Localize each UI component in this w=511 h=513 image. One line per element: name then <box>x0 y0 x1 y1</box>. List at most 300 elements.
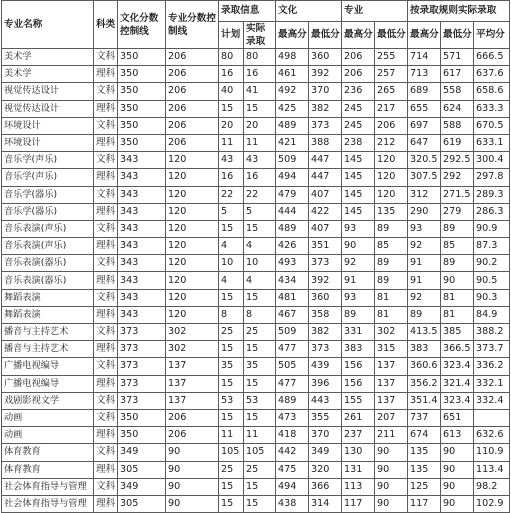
cell-plan: 35 <box>219 358 244 375</box>
cell-rule-min: 90 <box>441 272 474 289</box>
cell-culture-max: 494 <box>276 478 309 495</box>
cell-profession-control: 120 <box>166 220 219 237</box>
cell-profession-min: 257 <box>375 66 408 83</box>
table-row <box>2 100 510 117</box>
cell-profession-control: 206 <box>166 134 219 151</box>
cell-culture-min: 439 <box>309 358 342 375</box>
cell-profession-control: 206 <box>166 117 219 134</box>
cell-subject: 理科 <box>94 375 118 392</box>
cell-culture-min: 396 <box>309 375 342 392</box>
cell-actual: 16 <box>244 169 276 186</box>
cell-profession-min: 137 <box>375 392 408 409</box>
header-actual: 实际录取 <box>244 22 276 49</box>
cell-profession-max: 117 <box>342 495 375 512</box>
cell-major: 舞蹈表演 <box>2 306 94 323</box>
cell-profession-min: 302 <box>375 324 408 341</box>
table-row <box>2 255 510 272</box>
cell-culture-min: 407 <box>309 186 342 203</box>
cell-culture-control: 350 <box>118 100 166 117</box>
cell-rule-avg: 90.9 <box>474 220 510 237</box>
cell-plan: 16 <box>219 169 244 186</box>
table-row <box>2 392 510 409</box>
cell-rule-min: 366.5 <box>441 341 474 358</box>
cell-plan: 4 <box>219 238 244 255</box>
table-row <box>2 203 510 220</box>
cell-rule-min: 617 <box>441 66 474 83</box>
cell-subject: 理科 <box>94 495 118 512</box>
cell-culture-max: 509 <box>276 324 309 341</box>
cell-culture-control: 350 <box>118 427 166 444</box>
cell-profession-min: 89 <box>375 272 408 289</box>
cell-rule-min: 85 <box>441 238 474 255</box>
cell-profession-max: 245 <box>342 117 375 134</box>
cell-culture-max: 498 <box>276 49 309 66</box>
cell-culture-min: 392 <box>309 272 342 289</box>
cell-culture-min: 370 <box>309 427 342 444</box>
cell-rule-max: 714 <box>408 49 441 66</box>
cell-culture-min: 366 <box>309 478 342 495</box>
cell-major: 音乐学(器乐) <box>2 203 94 220</box>
cell-rule-avg: 286.3 <box>474 203 510 220</box>
cell-major: 视觉传达设计 <box>2 100 94 117</box>
cell-actual: 105 <box>244 444 276 461</box>
table-row <box>2 117 510 134</box>
cell-actual: 4 <box>244 238 276 255</box>
table-row <box>2 341 510 358</box>
cell-rule-avg: 373.7 <box>474 341 510 358</box>
cell-profession-control: 206 <box>166 100 219 117</box>
cell-culture-max: 489 <box>276 117 309 134</box>
cell-major: 舞蹈表演 <box>2 289 94 306</box>
cell-culture-control: 350 <box>118 117 166 134</box>
header-rule-min: 最低分 <box>441 22 474 49</box>
cell-major: 环境设计 <box>2 134 94 151</box>
header-major: 专业名称 <box>2 1 94 49</box>
cell-profession-min: 206 <box>375 117 408 134</box>
cell-culture-control: 373 <box>118 375 166 392</box>
cell-profession-control: 206 <box>166 49 219 66</box>
cell-culture-min: 447 <box>309 169 342 186</box>
cell-culture-max: 509 <box>276 152 309 169</box>
cell-profession-min: 212 <box>375 134 408 151</box>
cell-culture-max: 467 <box>276 306 309 323</box>
cell-major: 播音与主持艺术 <box>2 341 94 358</box>
cell-profession-control: 90 <box>166 495 219 512</box>
cell-subject: 文科 <box>94 152 118 169</box>
cell-plan: 53 <box>219 392 244 409</box>
cell-culture-control: 373 <box>118 324 166 341</box>
table-row <box>2 358 510 375</box>
cell-rule-min: 89 <box>441 255 474 272</box>
cell-profession-max: 238 <box>342 134 375 151</box>
cell-profession-control: 302 <box>166 341 219 358</box>
cell-profession-max: 131 <box>342 461 375 478</box>
cell-actual: 43 <box>244 152 276 169</box>
cell-profession-max: 130 <box>342 444 375 461</box>
cell-actual: 10 <box>244 255 276 272</box>
cell-profession-min: 90 <box>375 478 408 495</box>
cell-profession-min: 120 <box>375 152 408 169</box>
table-row <box>2 238 510 255</box>
cell-profession-control: 120 <box>166 306 219 323</box>
header-culture-max: 最高分 <box>276 22 309 49</box>
cell-profession-control: 120 <box>166 186 219 203</box>
cell-rule-avg: 90.3 <box>474 289 510 306</box>
cell-profession-max: 156 <box>342 358 375 375</box>
cell-subject: 理科 <box>94 100 118 117</box>
cell-culture-max: 481 <box>276 289 309 306</box>
cell-profession-min: 211 <box>375 427 408 444</box>
cell-actual: 5 <box>244 203 276 220</box>
cell-rule-avg: 332.1 <box>474 375 510 392</box>
cell-rule-avg: 87.3 <box>474 238 510 255</box>
header-profession-max: 最高分 <box>342 22 375 49</box>
cell-rule-min: 89 <box>441 220 474 237</box>
cell-actual: 11 <box>244 134 276 151</box>
cell-actual: 15 <box>244 100 276 117</box>
cell-major: 音乐表演(器乐) <box>2 272 94 289</box>
cell-rule-min: 613 <box>441 427 474 444</box>
cell-rule-max: 356.2 <box>408 375 441 392</box>
cell-profession-min: 255 <box>375 49 408 66</box>
cell-subject: 文科 <box>94 49 118 66</box>
table-row <box>2 186 510 203</box>
cell-subject: 理科 <box>94 306 118 323</box>
cell-culture-control: 349 <box>118 478 166 495</box>
cell-culture-min: 382 <box>309 324 342 341</box>
cell-profession-max: 383 <box>342 341 375 358</box>
cell-culture-max: 477 <box>276 375 309 392</box>
cell-major: 音乐学(器乐) <box>2 186 94 203</box>
cell-culture-max: 489 <box>276 220 309 237</box>
cell-actual: 11 <box>244 427 276 444</box>
table-row <box>2 375 510 392</box>
cell-plan: 22 <box>219 186 244 203</box>
cell-profession-control: 137 <box>166 375 219 392</box>
cell-major: 音乐表演(声乐) <box>2 238 94 255</box>
cell-profession-min: 315 <box>375 341 408 358</box>
cell-culture-max: 425 <box>276 100 309 117</box>
cell-profession-max: 93 <box>342 289 375 306</box>
cell-profession-min: 207 <box>375 409 408 426</box>
cell-rule-min: 90 <box>441 461 474 478</box>
cell-profession-control: 120 <box>166 152 219 169</box>
cell-profession-min: 137 <box>375 375 408 392</box>
cell-plan: 10 <box>219 255 244 272</box>
cell-rule-min: 619 <box>441 134 474 151</box>
cell-rule-avg: 666.5 <box>474 49 510 66</box>
cell-plan: 20 <box>219 117 244 134</box>
cell-profession-max: 236 <box>342 83 375 100</box>
cell-profession-control: 120 <box>166 203 219 220</box>
cell-profession-control: 120 <box>166 289 219 306</box>
cell-actual: 15 <box>244 375 276 392</box>
header-rule-avg: 平均分 <box>474 22 510 49</box>
cell-culture-control: 350 <box>118 49 166 66</box>
cell-profession-control: 137 <box>166 392 219 409</box>
cell-culture-min: 360 <box>309 289 342 306</box>
cell-rule-min: 651 <box>441 409 474 426</box>
cell-actual: 16 <box>244 66 276 83</box>
cell-plan: 25 <box>219 324 244 341</box>
cell-subject: 文科 <box>94 409 118 426</box>
table-row <box>2 49 510 66</box>
cell-culture-min: 373 <box>309 341 342 358</box>
cell-plan: 8 <box>219 306 244 323</box>
cell-culture-max: 475 <box>276 461 309 478</box>
cell-rule-max: 674 <box>408 427 441 444</box>
cell-profession-control: 206 <box>166 427 219 444</box>
cell-profession-min: 81 <box>375 289 408 306</box>
cell-plan: 4 <box>219 272 244 289</box>
cell-culture-control: 350 <box>118 409 166 426</box>
cell-profession-max: 331 <box>342 324 375 341</box>
cell-rule-min: 558 <box>441 83 474 100</box>
cell-rule-avg: 90.2 <box>474 255 510 272</box>
cell-rule-avg: 297.8 <box>474 169 510 186</box>
cell-rule-max: 312 <box>408 186 441 203</box>
cell-culture-max: 461 <box>276 66 309 83</box>
cell-profession-control: 90 <box>166 478 219 495</box>
cell-major: 体育教育 <box>2 461 94 478</box>
admission-scores-table <box>1 0 510 513</box>
cell-actual: 15 <box>244 478 276 495</box>
cell-plan: 40 <box>219 83 244 100</box>
cell-rule-min: 81 <box>441 306 474 323</box>
cell-plan: 80 <box>219 49 244 66</box>
table-header <box>2 1 510 49</box>
cell-plan: 5 <box>219 203 244 220</box>
cell-major: 视觉传达设计 <box>2 83 94 100</box>
cell-major: 动画 <box>2 427 94 444</box>
table-row <box>2 134 510 151</box>
cell-subject: 文科 <box>94 392 118 409</box>
cell-major: 音乐表演(声乐) <box>2 220 94 237</box>
table-row <box>2 409 510 426</box>
cell-actual: 15 <box>244 409 276 426</box>
cell-major: 戏剧影视文学 <box>2 392 94 409</box>
cell-subject: 理科 <box>94 272 118 289</box>
cell-plan: 43 <box>219 152 244 169</box>
cell-culture-max: 438 <box>276 495 309 512</box>
cell-profession-max: 237 <box>342 427 375 444</box>
cell-culture-min: 355 <box>309 409 342 426</box>
cell-profession-control: 137 <box>166 358 219 375</box>
cell-culture-control: 350 <box>118 83 166 100</box>
cell-rule-avg: 336.2 <box>474 358 510 375</box>
header-culture: 文化 <box>276 1 342 22</box>
table-row <box>2 152 510 169</box>
cell-rule-min: 321.4 <box>441 375 474 392</box>
cell-subject: 文科 <box>94 220 118 237</box>
cell-profession-min: 90 <box>375 495 408 512</box>
cell-culture-control: 373 <box>118 392 166 409</box>
cell-culture-max: 505 <box>276 358 309 375</box>
cell-profession-min: 89 <box>375 220 408 237</box>
cell-culture-control: 343 <box>118 186 166 203</box>
cell-culture-control: 350 <box>118 66 166 83</box>
cell-rule-avg <box>474 409 510 426</box>
cell-culture-max: 434 <box>276 272 309 289</box>
cell-rule-max: 92 <box>408 289 441 306</box>
cell-rule-min: 323.4 <box>441 358 474 375</box>
cell-profession-control: 302 <box>166 324 219 341</box>
cell-subject: 理科 <box>94 134 118 151</box>
cell-subject: 理科 <box>94 169 118 186</box>
cell-rule-max: 383 <box>408 341 441 358</box>
cell-culture-min: 358 <box>309 306 342 323</box>
cell-profession-max: 145 <box>342 152 375 169</box>
cell-rule-avg: 289.3 <box>474 186 510 203</box>
cell-rule-min: 292.5 <box>441 152 474 169</box>
cell-rule-max: 737 <box>408 409 441 426</box>
cell-rule-min: 81 <box>441 289 474 306</box>
cell-culture-control: 343 <box>118 306 166 323</box>
cell-rule-avg: 84.9 <box>474 306 510 323</box>
cell-rule-min: 571 <box>441 49 474 66</box>
cell-actual: 15 <box>244 220 276 237</box>
cell-actual: 15 <box>244 289 276 306</box>
cell-profession-max: 245 <box>342 100 375 117</box>
cell-profession-max: 92 <box>342 255 375 272</box>
cell-rule-max: 647 <box>408 134 441 151</box>
table-row <box>2 289 510 306</box>
table-row <box>2 66 510 83</box>
cell-rule-max: 320.5 <box>408 152 441 169</box>
table-row <box>2 495 510 512</box>
cell-culture-max: 477 <box>276 341 309 358</box>
cell-profession-max: 145 <box>342 169 375 186</box>
cell-rule-avg: 632.6 <box>474 427 510 444</box>
cell-profession-max: 206 <box>342 49 375 66</box>
cell-plan: 105 <box>219 444 244 461</box>
cell-subject: 理科 <box>94 341 118 358</box>
cell-rule-max: 290 <box>408 203 441 220</box>
cell-profession-min: 120 <box>375 186 408 203</box>
cell-subject: 理科 <box>94 66 118 83</box>
table-row <box>2 83 510 100</box>
cell-subject: 文科 <box>94 289 118 306</box>
cell-rule-min: 271.5 <box>441 186 474 203</box>
cell-plan: 16 <box>219 66 244 83</box>
cell-culture-min: 351 <box>309 238 342 255</box>
cell-rule-max: 713 <box>408 66 441 83</box>
cell-culture-min: 392 <box>309 66 342 83</box>
cell-rule-max: 89 <box>408 306 441 323</box>
cell-rule-min: 90 <box>441 495 474 512</box>
cell-culture-control: 343 <box>118 289 166 306</box>
cell-actual: 25 <box>244 324 276 341</box>
cell-culture-min: 370 <box>309 83 342 100</box>
cell-culture-min: 407 <box>309 220 342 237</box>
cell-major: 环境设计 <box>2 117 94 134</box>
cell-culture-min: 447 <box>309 152 342 169</box>
header-plan: 计划 <box>219 22 244 49</box>
table-row <box>2 272 510 289</box>
cell-culture-max: 479 <box>276 186 309 203</box>
cell-culture-control: 350 <box>118 134 166 151</box>
cell-profession-control: 120 <box>166 272 219 289</box>
cell-rule-avg: 90.5 <box>474 272 510 289</box>
cell-profession-control: 206 <box>166 66 219 83</box>
cell-profession-min: 81 <box>375 306 408 323</box>
table-row <box>2 461 510 478</box>
cell-rule-max: 655 <box>408 100 441 117</box>
cell-major: 音乐学(声乐) <box>2 169 94 186</box>
cell-culture-control: 343 <box>118 272 166 289</box>
cell-rule-max: 135 <box>408 444 441 461</box>
cell-culture-min: 320 <box>309 461 342 478</box>
cell-profession-min: 90 <box>375 444 408 461</box>
header-row-1 <box>2 1 510 22</box>
cell-plan: 11 <box>219 134 244 151</box>
cell-culture-max: 493 <box>276 255 309 272</box>
cell-culture-control: 343 <box>118 152 166 169</box>
cell-culture-min: 373 <box>309 117 342 134</box>
cell-subject: 文科 <box>94 444 118 461</box>
cell-culture-min: 373 <box>309 255 342 272</box>
cell-profession-max: 156 <box>342 375 375 392</box>
cell-culture-min: 314 <box>309 495 342 512</box>
header-rule-max: 最高分 <box>408 22 441 49</box>
cell-subject: 文科 <box>94 255 118 272</box>
cell-plan: 15 <box>219 341 244 358</box>
cell-rule-avg: 633.1 <box>474 134 510 151</box>
cell-culture-max: 492 <box>276 83 309 100</box>
cell-rule-min: 385 <box>441 324 474 341</box>
cell-rule-max: 91 <box>408 255 441 272</box>
cell-profession-min: 85 <box>375 238 408 255</box>
cell-plan: 15 <box>219 220 244 237</box>
table-body <box>2 49 510 513</box>
cell-actual: 53 <box>244 392 276 409</box>
header-culture-min: 最低分 <box>309 22 342 49</box>
cell-subject: 理科 <box>94 427 118 444</box>
cell-rule-avg: 98.2 <box>474 478 510 495</box>
cell-rule-max: 117 <box>408 495 441 512</box>
cell-culture-max: 444 <box>276 203 309 220</box>
cell-rule-avg: 670.5 <box>474 117 510 134</box>
cell-profession-min: 137 <box>375 358 408 375</box>
cell-culture-control: 349 <box>118 444 166 461</box>
cell-rule-avg: 658.6 <box>474 83 510 100</box>
cell-culture-max: 426 <box>276 238 309 255</box>
cell-plan: 15 <box>219 100 244 117</box>
cell-culture-control: 343 <box>118 255 166 272</box>
header-profession-control-line: 专业分数控制线 <box>166 1 219 49</box>
table-row <box>2 427 510 444</box>
table-row <box>2 324 510 341</box>
cell-rule-min: 588 <box>441 117 474 134</box>
cell-subject: 理科 <box>94 461 118 478</box>
cell-rule-max: 125 <box>408 478 441 495</box>
cell-profession-min: 90 <box>375 461 408 478</box>
cell-subject: 文科 <box>94 478 118 495</box>
cell-rule-avg: 102.9 <box>474 495 510 512</box>
cell-profession-min: 265 <box>375 83 408 100</box>
cell-profession-max: 90 <box>342 238 375 255</box>
cell-rule-max: 91 <box>408 272 441 289</box>
cell-rule-max: 697 <box>408 117 441 134</box>
cell-rule-max: 413.5 <box>408 324 441 341</box>
cell-culture-control: 343 <box>118 238 166 255</box>
cell-rule-max: 92 <box>408 238 441 255</box>
cell-major: 音乐学(声乐) <box>2 152 94 169</box>
cell-culture-control: 373 <box>118 358 166 375</box>
cell-profession-control: 120 <box>166 255 219 272</box>
cell-culture-control: 373 <box>118 341 166 358</box>
cell-major: 体育教育 <box>2 444 94 461</box>
